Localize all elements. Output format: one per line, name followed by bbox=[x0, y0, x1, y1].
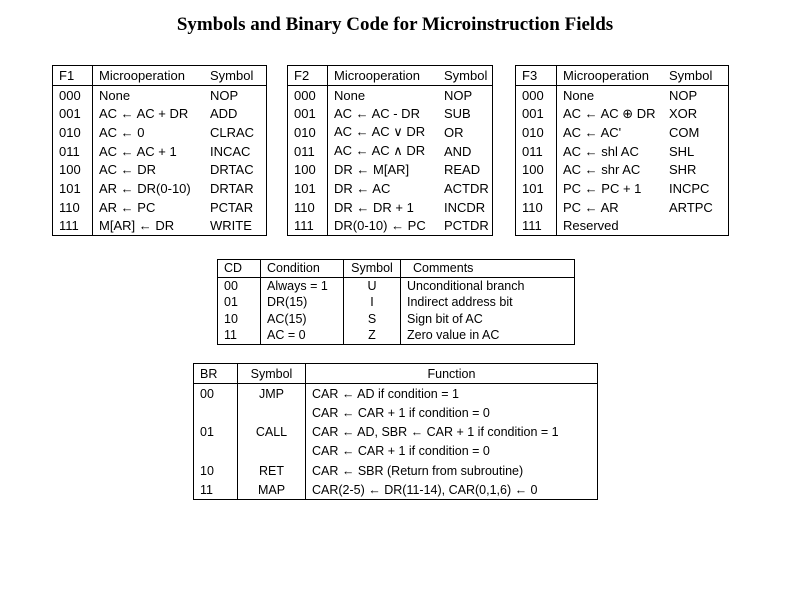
table-cell: AC ← AC ⊕ DR bbox=[563, 105, 656, 121]
table-cell: DR ← AC bbox=[334, 180, 391, 196]
table-cell: Indirect address bit bbox=[407, 295, 513, 310]
table-cell: READ bbox=[444, 162, 481, 178]
table-cell: AC ← shr AC bbox=[563, 162, 641, 178]
table-cell: Always = 1 bbox=[261, 277, 344, 294]
table-cell: XOR bbox=[669, 106, 698, 122]
table-row bbox=[516, 160, 729, 179]
column-header: Symbol bbox=[344, 260, 401, 278]
table-row bbox=[288, 104, 493, 123]
table-header-row bbox=[516, 66, 729, 86]
column-header: Comments bbox=[401, 260, 575, 278]
table-cell: AC ← AC + 1 bbox=[99, 143, 177, 159]
table-cell: 111 bbox=[53, 217, 93, 236]
table-cell: SUB bbox=[444, 106, 471, 122]
table-row bbox=[53, 85, 267, 104]
table-row bbox=[194, 461, 598, 480]
table-row bbox=[194, 384, 598, 404]
table-cell: CAR ← CAR + 1 if condition = 0 bbox=[312, 444, 490, 459]
table-cell: Z bbox=[344, 327, 401, 344]
table-row bbox=[516, 179, 729, 198]
column-header: F2 bbox=[288, 66, 328, 86]
table-row bbox=[288, 179, 493, 198]
table-cell: 11 bbox=[194, 480, 238, 500]
table-cell: None bbox=[563, 87, 595, 103]
table-cell: MAP bbox=[238, 480, 306, 500]
table-cell: S bbox=[344, 311, 401, 328]
table-cell: Unconditional branch bbox=[407, 278, 525, 293]
table-row bbox=[516, 198, 729, 217]
table-row bbox=[53, 198, 267, 217]
table-cell: 101 bbox=[288, 179, 328, 198]
table-cell: Zero value in AC bbox=[407, 328, 500, 343]
table-cell: U bbox=[344, 277, 401, 294]
table-cell: 10 bbox=[218, 311, 261, 328]
table-cell: 11 bbox=[218, 327, 261, 344]
table-cell: INCPC bbox=[669, 180, 710, 196]
table-cell: JMP bbox=[238, 384, 306, 404]
table-cell bbox=[663, 217, 729, 236]
table-cell: 111 bbox=[516, 217, 557, 236]
table-cell: DR ← M[AR] bbox=[334, 162, 410, 178]
table-cell: ARTPC bbox=[669, 199, 713, 215]
table-cell: INCAC bbox=[210, 143, 251, 159]
table-cell bbox=[238, 442, 306, 461]
table-row bbox=[516, 142, 729, 161]
table-row bbox=[53, 104, 267, 123]
table-cell bbox=[194, 442, 238, 461]
table-cell: None bbox=[99, 87, 131, 103]
column-header: Microoperation bbox=[328, 66, 439, 86]
table-row bbox=[194, 423, 598, 442]
table-cell: PCTAR bbox=[210, 199, 254, 215]
table-cell: 101 bbox=[516, 179, 557, 198]
column-header: Symbol bbox=[204, 66, 267, 86]
table-cell: AC ← shl AC bbox=[563, 143, 639, 159]
table-cell: 00 bbox=[194, 384, 238, 404]
table-cell: 010 bbox=[516, 123, 557, 142]
table-cell: NOP bbox=[210, 87, 239, 103]
table-row bbox=[53, 160, 267, 179]
table-cell: 001 bbox=[53, 104, 93, 123]
table-cell: 100 bbox=[288, 160, 328, 179]
table-cell: 00 bbox=[218, 277, 261, 294]
table-cell: SHR bbox=[669, 162, 697, 178]
table-cell: 110 bbox=[516, 198, 557, 217]
table-cell: DR(0-10) ← PC bbox=[334, 218, 426, 234]
table-cell: DR ← DR + 1 bbox=[334, 199, 414, 215]
column-header: F1 bbox=[53, 66, 93, 86]
table-row bbox=[288, 198, 493, 217]
table-cell: AR ← DR(0-10) bbox=[99, 180, 191, 196]
table-cell: AC ← AC ∧ DR bbox=[334, 143, 426, 159]
f1-table bbox=[52, 65, 267, 236]
column-header: Symbol bbox=[438, 66, 493, 86]
column-header: Condition bbox=[261, 260, 344, 278]
br-table-body bbox=[194, 384, 598, 500]
table-row bbox=[288, 217, 493, 236]
table-cell: None bbox=[334, 87, 366, 103]
table-cell: 010 bbox=[53, 123, 93, 142]
table-cell: WRITE bbox=[210, 218, 252, 234]
table-header-row bbox=[288, 66, 493, 86]
column-header: Symbol bbox=[663, 66, 729, 86]
table-cell: M[AR] ← DR bbox=[99, 218, 175, 234]
table-cell: AC ← AC' bbox=[563, 124, 622, 140]
table-cell: 01 bbox=[194, 423, 238, 442]
table-row bbox=[194, 480, 598, 500]
table-header-row bbox=[194, 364, 598, 384]
column-header: F3 bbox=[516, 66, 557, 86]
table-cell: CAR ← AD, SBR ← CAR + 1 if condition = 1 bbox=[312, 425, 559, 440]
table-cell: INCDR bbox=[444, 199, 486, 215]
f3-table-body bbox=[516, 85, 729, 236]
table-cell: 011 bbox=[516, 142, 557, 161]
table-cell: 000 bbox=[53, 85, 93, 104]
table-cell: AC ← DR bbox=[99, 162, 157, 178]
column-header: CD bbox=[218, 260, 261, 278]
table-cell: 000 bbox=[516, 85, 557, 104]
table-cell: PC ← PC + 1 bbox=[563, 180, 642, 196]
cd-table bbox=[217, 259, 575, 345]
table-cell: AC = 0 bbox=[261, 327, 344, 344]
table-row bbox=[218, 294, 575, 311]
column-header: Microoperation bbox=[557, 66, 664, 86]
table-cell: 000 bbox=[288, 85, 328, 104]
table-cell: ACTDR bbox=[444, 180, 489, 196]
table-cell: PCTDR bbox=[444, 218, 489, 234]
column-header: Microoperation bbox=[93, 66, 205, 86]
table-cell: ADD bbox=[210, 106, 238, 122]
column-header: Symbol bbox=[238, 364, 306, 384]
f3-table bbox=[515, 65, 729, 236]
table-cell bbox=[194, 403, 238, 422]
table-cell: 110 bbox=[53, 198, 93, 217]
table-row bbox=[194, 442, 598, 461]
f1-table-body bbox=[53, 85, 267, 236]
table-cell: AND bbox=[444, 143, 472, 159]
table-cell: CLRAC bbox=[210, 124, 255, 140]
table-cell: NOP bbox=[444, 87, 473, 103]
table-cell: OR bbox=[444, 124, 464, 140]
table-row bbox=[288, 160, 493, 179]
table-cell: 10 bbox=[194, 461, 238, 480]
table-header-row bbox=[53, 66, 267, 86]
table-cell: DRTAC bbox=[210, 162, 254, 178]
table-cell: 010 bbox=[288, 123, 328, 142]
table-cell: DRTAR bbox=[210, 180, 254, 196]
table-cell: NOP bbox=[669, 87, 698, 103]
table-row bbox=[53, 217, 267, 236]
table-row bbox=[218, 327, 575, 344]
table-row bbox=[218, 311, 575, 328]
table-cell: AC ← 0 bbox=[99, 124, 145, 140]
table-cell: CALL bbox=[238, 423, 306, 442]
table-row bbox=[288, 85, 493, 104]
table-cell: Sign bit of AC bbox=[407, 311, 483, 326]
table-cell: CAR(2-5) ← DR(11-14), CAR(0,1,6) ← 0 bbox=[312, 482, 538, 497]
f2-table bbox=[287, 65, 493, 236]
table-cell: AC(15) bbox=[261, 311, 344, 328]
br-table bbox=[193, 363, 598, 500]
cd-table-body bbox=[218, 277, 575, 344]
table-cell: 111 bbox=[288, 217, 328, 236]
table-cell: AC ← AC - DR bbox=[334, 106, 420, 122]
page-title: Symbols and Binary Code for Microinstruction Fields bbox=[176, 14, 614, 35]
table-cell: I bbox=[344, 294, 401, 311]
table-row bbox=[288, 142, 493, 161]
table-cell: 01 bbox=[218, 294, 261, 311]
table-cell: DR(15) bbox=[261, 294, 344, 311]
table-row bbox=[218, 277, 575, 294]
table-cell: 011 bbox=[53, 142, 93, 161]
column-header: Function bbox=[306, 364, 598, 384]
table-cell: CAR ← CAR + 1 if condition = 0 bbox=[312, 405, 490, 420]
table-cell: AR ← PC bbox=[99, 199, 156, 215]
f2-table-body bbox=[288, 85, 493, 236]
table-row bbox=[516, 85, 729, 104]
table-cell: PC ← AR bbox=[563, 199, 619, 215]
table-row bbox=[288, 123, 493, 142]
table-cell: 110 bbox=[288, 198, 328, 217]
table-cell: 011 bbox=[288, 142, 328, 161]
table-row bbox=[516, 217, 729, 236]
table-row bbox=[516, 104, 729, 123]
table-cell: Reserved bbox=[563, 218, 619, 234]
table-row bbox=[53, 142, 267, 161]
table-cell: 001 bbox=[288, 104, 328, 123]
table-row bbox=[194, 403, 598, 422]
table-cell: 101 bbox=[53, 179, 93, 198]
table-row bbox=[516, 123, 729, 142]
table-cell bbox=[238, 403, 306, 422]
column-header: BR bbox=[194, 364, 238, 384]
table-row bbox=[53, 179, 267, 198]
table-cell: CAR ← SBR (Return from subroutine) bbox=[312, 463, 524, 478]
table-cell: CAR ← AD if condition = 1 bbox=[312, 386, 459, 401]
table-cell: 100 bbox=[53, 160, 93, 179]
table-cell: AC ← AC + DR bbox=[99, 106, 189, 122]
table-cell: 100 bbox=[516, 160, 557, 179]
table-cell: RET bbox=[238, 461, 306, 480]
table-cell: 001 bbox=[516, 104, 557, 123]
table-cell: SHL bbox=[669, 143, 695, 159]
table-cell: AC ← AC ∨ DR bbox=[334, 124, 426, 140]
table-header-row bbox=[218, 260, 575, 278]
table-cell: COM bbox=[669, 124, 700, 140]
table-row bbox=[53, 123, 267, 142]
